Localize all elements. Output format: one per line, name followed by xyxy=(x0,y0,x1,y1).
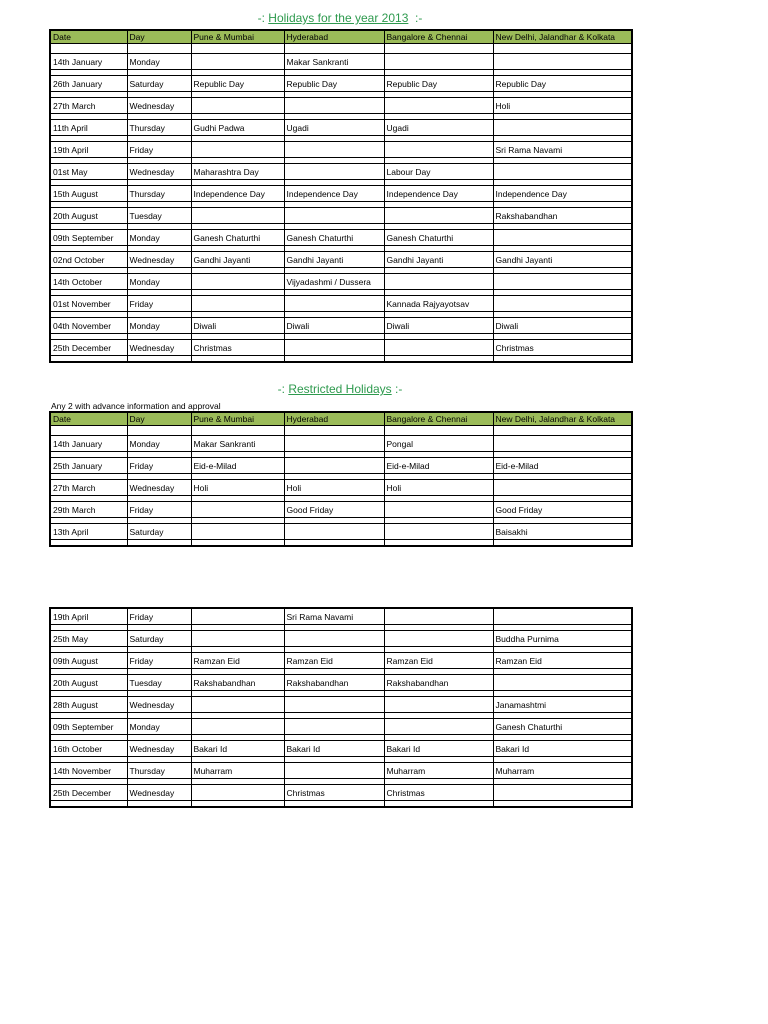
table-cell: Independence Day xyxy=(284,186,384,202)
column-header: Bangalore & Chennai xyxy=(384,412,493,426)
table-row xyxy=(50,675,632,691)
table-cell: Friday xyxy=(127,296,191,312)
table-cell xyxy=(493,164,632,180)
table-cell: Monday xyxy=(127,54,191,70)
table-row xyxy=(50,54,632,70)
table-cell: Ramzan Eid xyxy=(284,653,384,669)
table-cell: 26th January xyxy=(50,76,127,92)
table-cell: Diwali xyxy=(284,318,384,334)
table-cell: Holi xyxy=(384,480,493,496)
table-cell: Wednesday xyxy=(127,741,191,757)
table-cell: Buddha Purnima xyxy=(493,631,632,647)
table-row xyxy=(50,142,632,158)
holidays-title-suffix: :- xyxy=(408,11,423,25)
table-cell xyxy=(384,208,493,224)
column-header: Hyderabad xyxy=(284,412,384,426)
table-cell xyxy=(384,719,493,735)
table-cell: Ugadi xyxy=(284,120,384,136)
restricted-title-text: Restricted Holidays xyxy=(288,382,392,396)
column-header: Bangalore & Chennai xyxy=(384,30,493,44)
table-cell xyxy=(191,208,284,224)
table-cell xyxy=(284,164,384,180)
table-cell: Gandhi Jayanti xyxy=(191,252,284,268)
table-cell: Wednesday xyxy=(127,785,191,801)
table-row xyxy=(50,458,632,474)
table-cell xyxy=(191,98,284,114)
restricted-note: Any 2 with advance information and approval xyxy=(51,401,221,411)
holidays-title-prefix: -: xyxy=(257,11,269,25)
table-cell: Gudhi Padwa xyxy=(191,120,284,136)
table-row xyxy=(50,763,632,779)
table-row xyxy=(50,120,632,136)
empty-cell xyxy=(50,540,127,547)
table-cell: Diwali xyxy=(191,318,284,334)
table-cell: Republic Day xyxy=(384,76,493,92)
table-cell xyxy=(191,608,284,625)
table-cell: Monday xyxy=(127,436,191,452)
table-cell: Thursday xyxy=(127,763,191,779)
table-cell: Ugadi xyxy=(384,120,493,136)
table-cell xyxy=(191,54,284,70)
table-cell: Kannada Rajyayotsav xyxy=(384,296,493,312)
table-cell xyxy=(191,296,284,312)
table-cell: Bakari Id xyxy=(191,741,284,757)
table-cell: Monday xyxy=(127,230,191,246)
table-cell xyxy=(493,785,632,801)
table-cell: Muharram xyxy=(493,763,632,779)
column-header: Day xyxy=(127,30,191,44)
table-row xyxy=(50,608,632,625)
table-cell: Christmas xyxy=(284,785,384,801)
table-cell: Monday xyxy=(127,719,191,735)
column-header: Pune & Mumbai xyxy=(191,412,284,426)
table-cell: Eid-e-Milad xyxy=(191,458,284,474)
table-cell: 14th January xyxy=(50,54,127,70)
table-cell: 19th April xyxy=(50,608,127,625)
table-cell xyxy=(493,296,632,312)
table-cell: Bakari Id xyxy=(384,741,493,757)
table-cell: 25th December xyxy=(50,340,127,356)
holidays-title-text: Holidays for the year 2013 xyxy=(268,11,409,25)
table-cell: Saturday xyxy=(127,76,191,92)
table-cell: Republic Day xyxy=(493,76,632,92)
table-cell: Friday xyxy=(127,502,191,518)
table-row xyxy=(50,98,632,114)
table-cell xyxy=(191,785,284,801)
table-cell: Thursday xyxy=(127,120,191,136)
table-cell xyxy=(284,697,384,713)
table-row xyxy=(50,653,632,669)
table-cell: Rakshabandhan xyxy=(191,675,284,691)
column-header: Date xyxy=(50,30,127,44)
table-cell: 14th November xyxy=(50,763,127,779)
table-cell xyxy=(191,274,284,290)
empty-cell xyxy=(493,356,632,363)
table-cell: Wednesday xyxy=(127,480,191,496)
empty-cell xyxy=(384,801,493,808)
table-cell: Diwali xyxy=(384,318,493,334)
empty-cell xyxy=(127,801,191,808)
empty-cell xyxy=(127,44,191,54)
table-cell: 20th August xyxy=(50,675,127,691)
table-cell: 25th January xyxy=(50,458,127,474)
table-cell xyxy=(384,54,493,70)
empty-cell xyxy=(284,44,384,54)
table-cell xyxy=(493,120,632,136)
table-cell xyxy=(284,458,384,474)
table-cell: Independence Day xyxy=(191,186,284,202)
table-cell: 27th March xyxy=(50,480,127,496)
table-cell: Friday xyxy=(127,653,191,669)
table-row xyxy=(50,631,632,647)
empty-cell xyxy=(284,426,384,436)
table-cell: Monday xyxy=(127,274,191,290)
table-cell: Ganesh Chaturthi xyxy=(493,719,632,735)
table-row xyxy=(50,719,632,735)
table-cell xyxy=(284,436,384,452)
table-cell: Holi xyxy=(191,480,284,496)
table-row xyxy=(50,230,632,246)
table-cell: 29th March xyxy=(50,502,127,518)
table-cell: Ganesh Chaturthi xyxy=(384,230,493,246)
column-header: Day xyxy=(127,412,191,426)
table-cell: 27th March xyxy=(50,98,127,114)
header-row xyxy=(50,30,632,44)
table-row xyxy=(50,741,632,757)
empty-cell xyxy=(50,356,127,363)
table-row xyxy=(50,186,632,202)
holidays-title xyxy=(49,11,631,25)
table-cell: Pongal xyxy=(384,436,493,452)
table-cell: Janamashtmi xyxy=(493,697,632,713)
table-row xyxy=(50,208,632,224)
table-cell xyxy=(493,480,632,496)
table-cell: 15th August xyxy=(50,186,127,202)
table-cell xyxy=(384,697,493,713)
table-cell xyxy=(493,274,632,290)
table-cell: Vijyadashmi / Dussera xyxy=(284,274,384,290)
table-cell: 01st May xyxy=(50,164,127,180)
table-cell: Ganesh Chaturthi xyxy=(191,230,284,246)
table-cell: 19th April xyxy=(50,142,127,158)
table-cell xyxy=(493,54,632,70)
empty-cell xyxy=(50,44,127,54)
spacer-row xyxy=(50,426,632,436)
empty-cell xyxy=(127,426,191,436)
table-cell xyxy=(191,631,284,647)
table-row xyxy=(50,524,632,540)
table-cell: 09th August xyxy=(50,653,127,669)
empty-cell xyxy=(127,540,191,547)
table-cell: Friday xyxy=(127,458,191,474)
table-cell xyxy=(191,502,284,518)
spacer-row xyxy=(50,44,632,54)
restricted-continued-table xyxy=(49,607,633,808)
table-cell: 01st November xyxy=(50,296,127,312)
table-cell: Republic Day xyxy=(284,76,384,92)
empty-cell xyxy=(493,801,632,808)
table-cell: Ramzan Eid xyxy=(384,653,493,669)
table-cell: Friday xyxy=(127,608,191,625)
table-cell: Muharram xyxy=(384,763,493,779)
empty-cell xyxy=(384,426,493,436)
table-cell: 04th November xyxy=(50,318,127,334)
table-row xyxy=(50,785,632,801)
table-cell: Friday xyxy=(127,142,191,158)
table-cell: 11th April xyxy=(50,120,127,136)
table-cell: Holi xyxy=(493,98,632,114)
table-cell xyxy=(284,631,384,647)
table-row xyxy=(50,697,632,713)
table-cell: Ramzan Eid xyxy=(191,653,284,669)
table-cell xyxy=(284,524,384,540)
table-cell: Rakshabandhan xyxy=(284,675,384,691)
empty-cell xyxy=(384,540,493,547)
table-cell: Eid-e-Milad xyxy=(493,458,632,474)
empty-cell xyxy=(284,356,384,363)
empty-cell xyxy=(284,540,384,547)
empty-cell xyxy=(50,426,127,436)
empty-cell xyxy=(493,426,632,436)
table-cell: Holi xyxy=(284,480,384,496)
spacer-row xyxy=(50,801,632,808)
table-cell: 09th September xyxy=(50,230,127,246)
column-header: New Delhi, Jalandhar & Kolkata xyxy=(493,30,632,44)
table-cell: Rakshabandhan xyxy=(493,208,632,224)
table-cell: Independence Day xyxy=(384,186,493,202)
table-cell: 09th September xyxy=(50,719,127,735)
table-cell xyxy=(384,142,493,158)
table-cell: Republic Day xyxy=(191,76,284,92)
empty-cell xyxy=(284,801,384,808)
table-cell: Saturday xyxy=(127,631,191,647)
table-cell: Ganesh Chaturthi xyxy=(284,230,384,246)
table-cell: Christmas xyxy=(384,785,493,801)
table-cell: 02nd October xyxy=(50,252,127,268)
spacer-row xyxy=(50,540,632,547)
empty-cell xyxy=(191,540,284,547)
table-cell xyxy=(284,98,384,114)
table-row xyxy=(50,436,632,452)
table-row xyxy=(50,296,632,312)
table-cell: Muharram xyxy=(191,763,284,779)
table-cell: Ramzan Eid xyxy=(493,653,632,669)
table-cell: Makar Sankranti xyxy=(284,54,384,70)
empty-cell xyxy=(191,44,284,54)
table-cell: Christmas xyxy=(493,340,632,356)
column-header: Date xyxy=(50,412,127,426)
empty-cell xyxy=(127,356,191,363)
header-row xyxy=(50,412,632,426)
table-cell: 14th January xyxy=(50,436,127,452)
table-cell xyxy=(284,296,384,312)
table-cell xyxy=(493,230,632,246)
table-row xyxy=(50,340,632,356)
table-row xyxy=(50,252,632,268)
table-cell: Bakari Id xyxy=(284,741,384,757)
table-cell: Tuesday xyxy=(127,208,191,224)
table-cell: 20th August xyxy=(50,208,127,224)
table-cell: 13th April xyxy=(50,524,127,540)
table-cell xyxy=(191,524,284,540)
table-cell: Gandhi Jayanti xyxy=(284,252,384,268)
table-cell: Eid-e-Milad xyxy=(384,458,493,474)
empty-cell xyxy=(191,356,284,363)
table-cell: Rakshabandhan xyxy=(384,675,493,691)
table-cell: 25th December xyxy=(50,785,127,801)
table-cell xyxy=(284,340,384,356)
table-cell: Labour Day xyxy=(384,164,493,180)
empty-cell xyxy=(493,44,632,54)
table-cell xyxy=(384,502,493,518)
table-cell xyxy=(284,763,384,779)
table-row xyxy=(50,318,632,334)
table-cell: Wednesday xyxy=(127,697,191,713)
table-cell xyxy=(384,340,493,356)
table-cell: Baisakhi xyxy=(493,524,632,540)
table-cell: Wednesday xyxy=(127,98,191,114)
table-row xyxy=(50,502,632,518)
spacer-row xyxy=(50,356,632,363)
table-cell: Wednesday xyxy=(127,252,191,268)
table-cell: 16th October xyxy=(50,741,127,757)
table-row xyxy=(50,480,632,496)
table-cell xyxy=(191,719,284,735)
table-cell: Sri Rama Navami xyxy=(493,142,632,158)
table-cell: Tuesday xyxy=(127,675,191,691)
table-cell xyxy=(284,142,384,158)
table-cell: Wednesday xyxy=(127,340,191,356)
table-cell xyxy=(384,631,493,647)
column-header: Pune & Mumbai xyxy=(191,30,284,44)
table-cell xyxy=(284,719,384,735)
restricted-title-suffix: :- xyxy=(391,382,403,396)
table-cell xyxy=(493,436,632,452)
column-header: New Delhi, Jalandhar & Kolkata xyxy=(493,412,632,426)
empty-cell xyxy=(384,44,493,54)
table-cell: Diwali xyxy=(493,318,632,334)
restricted-title xyxy=(49,382,631,396)
table-cell: Gandhi Jayanti xyxy=(384,252,493,268)
table-cell: Gandhi Jayanti xyxy=(493,252,632,268)
empty-cell xyxy=(384,356,493,363)
table-cell xyxy=(284,208,384,224)
restricted-table xyxy=(49,411,633,547)
table-cell xyxy=(384,274,493,290)
table-cell xyxy=(384,524,493,540)
table-cell: Good Friday xyxy=(284,502,384,518)
table-cell: Independence Day xyxy=(493,186,632,202)
table-row xyxy=(50,76,632,92)
empty-cell xyxy=(191,426,284,436)
table-cell: Good Friday xyxy=(493,502,632,518)
table-cell xyxy=(384,608,493,625)
holidays-table xyxy=(49,29,633,363)
table-cell: 14th October xyxy=(50,274,127,290)
table-cell xyxy=(191,142,284,158)
empty-cell xyxy=(191,801,284,808)
table-cell xyxy=(493,675,632,691)
table-cell: 28th August xyxy=(50,697,127,713)
table-cell: 25th May xyxy=(50,631,127,647)
table-cell: Saturday xyxy=(127,524,191,540)
table-cell: Bakari Id xyxy=(493,741,632,757)
restricted-title-prefix: -: xyxy=(277,382,289,396)
table-cell: Makar Sankranti xyxy=(191,436,284,452)
table-cell: Wednesday xyxy=(127,164,191,180)
table-row xyxy=(50,164,632,180)
table-row xyxy=(50,274,632,290)
table-cell: Maharashtra Day xyxy=(191,164,284,180)
empty-cell xyxy=(50,801,127,808)
table-cell: Christmas xyxy=(191,340,284,356)
table-cell: Monday xyxy=(127,318,191,334)
empty-cell xyxy=(493,540,632,547)
table-cell xyxy=(384,98,493,114)
table-cell: Sri Rama Navami xyxy=(284,608,384,625)
column-header: Hyderabad xyxy=(284,30,384,44)
table-cell xyxy=(493,608,632,625)
table-cell: Thursday xyxy=(127,186,191,202)
table-cell xyxy=(191,697,284,713)
